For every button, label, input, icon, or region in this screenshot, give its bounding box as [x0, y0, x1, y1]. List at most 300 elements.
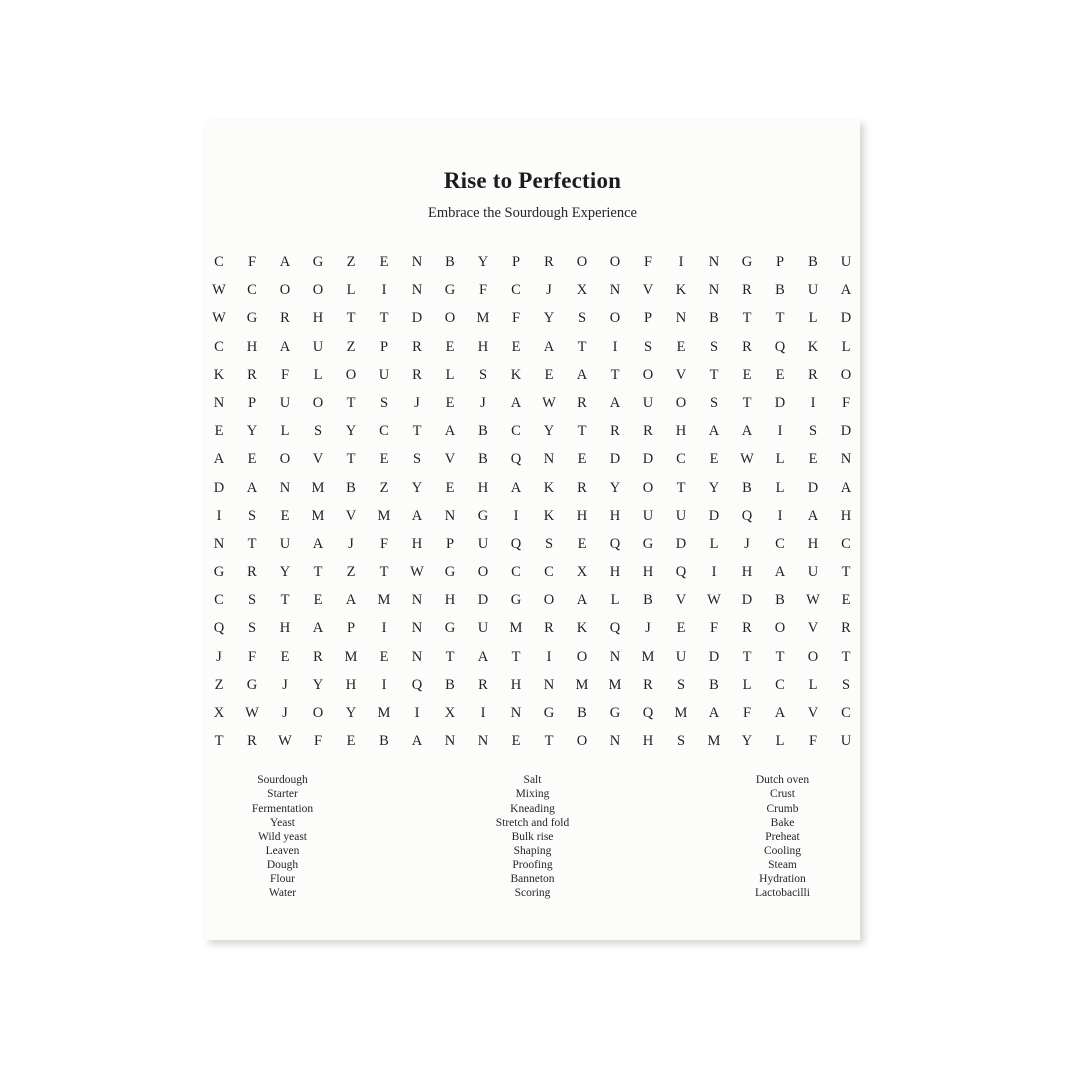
grid-letter[interactable]: R	[808, 366, 818, 383]
word-list-item[interactable]: Yeast	[269, 816, 296, 829]
grid-letter[interactable]: D	[774, 394, 786, 411]
grid-letter[interactable]: R	[412, 338, 422, 355]
grid-letter[interactable]: Q	[741, 507, 753, 524]
grid-letter[interactable]: R	[544, 620, 554, 637]
grid-letter[interactable]: O	[576, 254, 588, 270]
grid-letter[interactable]: I	[810, 394, 816, 411]
grid-letter[interactable]: J	[546, 282, 552, 299]
grid-letter[interactable]: N	[675, 310, 687, 327]
grid-letter[interactable]: C	[379, 423, 389, 440]
grid-letter[interactable]: F	[808, 733, 818, 750]
grid-letter[interactable]: T	[214, 733, 224, 750]
grid-letter[interactable]: A	[411, 507, 423, 524]
grid-letter[interactable]: G	[609, 705, 621, 721]
grid-letter[interactable]: E	[280, 648, 290, 665]
grid-letter[interactable]: R	[280, 310, 290, 327]
grid-letter[interactable]: W	[278, 733, 292, 750]
word-list-item[interactable]: Hydration	[759, 873, 806, 886]
grid-letter[interactable]: A	[279, 254, 291, 270]
grid-letter[interactable]: M	[707, 733, 721, 750]
grid-letter[interactable]: A	[708, 705, 720, 721]
grid-letter[interactable]: O	[840, 366, 852, 383]
grid-letter[interactable]: X	[576, 564, 588, 581]
grid-letter[interactable]: L	[808, 310, 818, 327]
grid-letter[interactable]: C	[511, 564, 521, 581]
grid-letter[interactable]: V	[345, 507, 357, 524]
grid-letter[interactable]: U	[477, 535, 489, 552]
grid-letter[interactable]: S	[247, 507, 257, 524]
grid-letter[interactable]: Z	[346, 564, 356, 581]
grid-letter[interactable]: D	[213, 479, 225, 496]
grid-letter[interactable]: H	[642, 564, 654, 581]
grid-letter[interactable]: N	[510, 705, 522, 721]
grid-letter[interactable]: A	[444, 423, 456, 440]
grid-letter[interactable]: J	[282, 705, 288, 721]
grid-letter[interactable]: Y	[609, 479, 621, 496]
grid-letter[interactable]: H	[510, 676, 522, 693]
grid-letter[interactable]: R	[742, 338, 752, 355]
grid-letter[interactable]: J	[216, 648, 222, 665]
grid-letter[interactable]: W	[707, 592, 721, 609]
grid-letter[interactable]: T	[247, 535, 257, 552]
grid-letter[interactable]: N	[609, 733, 621, 750]
grid-letter[interactable]: L	[841, 338, 851, 355]
grid-letter[interactable]: E	[313, 592, 323, 609]
grid-letter[interactable]: S	[247, 592, 257, 609]
word-list-item[interactable]: Wild yeast	[257, 830, 308, 843]
grid-letter[interactable]: I	[678, 254, 684, 270]
grid-letter[interactable]: S	[247, 620, 257, 637]
grid-letter[interactable]: B	[346, 479, 356, 496]
grid-letter[interactable]: A	[510, 479, 522, 496]
grid-letter[interactable]: I	[777, 507, 783, 524]
grid-letter[interactable]: N	[411, 254, 423, 270]
grid-letter[interactable]: E	[676, 620, 686, 637]
grid-letter[interactable]: L	[280, 423, 290, 440]
grid-letter[interactable]: N	[411, 282, 423, 299]
grid-letter[interactable]: B	[577, 705, 587, 721]
grid-letter[interactable]: E	[577, 535, 587, 552]
grid-letter[interactable]: U	[477, 620, 489, 637]
grid-letter[interactable]: U	[840, 254, 852, 270]
grid-letter[interactable]: O	[609, 254, 621, 270]
grid-letter[interactable]: P	[445, 535, 455, 552]
grid-letter[interactable]: D	[840, 423, 852, 440]
grid-letter[interactable]: U	[279, 535, 291, 552]
grid-letter[interactable]: M	[509, 620, 523, 637]
grid-letter[interactable]: O	[345, 366, 357, 383]
grid-letter[interactable]: N	[444, 507, 456, 524]
grid-letter[interactable]: N	[543, 451, 555, 468]
grid-letter[interactable]: H	[642, 733, 654, 750]
grid-letter[interactable]: T	[280, 592, 290, 609]
grid-letter[interactable]: A	[840, 282, 852, 299]
word-list-item[interactable]: Bake	[770, 816, 795, 829]
grid-letter[interactable]: Z	[214, 676, 224, 693]
grid-letter[interactable]: Y	[312, 676, 324, 693]
grid-letter[interactable]: M	[311, 479, 325, 496]
grid-letter[interactable]: V	[444, 451, 456, 468]
grid-letter[interactable]: U	[279, 394, 291, 411]
grid-letter[interactable]: S	[676, 676, 686, 693]
word-list-item[interactable]: Salt	[523, 774, 542, 787]
grid-letter[interactable]: A	[576, 366, 588, 383]
grid-letter[interactable]: K	[576, 620, 588, 637]
grid-letter[interactable]: F	[709, 620, 719, 637]
grid-letter[interactable]: E	[346, 733, 356, 750]
grid-letter[interactable]: W	[245, 705, 259, 721]
grid-letter[interactable]: Q	[609, 620, 621, 637]
grid-letter[interactable]: G	[642, 535, 654, 552]
grid-letter[interactable]: T	[775, 310, 785, 327]
grid-letter[interactable]: H	[444, 592, 456, 609]
grid-letter[interactable]: F	[511, 310, 521, 327]
grid-letter[interactable]: T	[709, 366, 719, 383]
grid-letter[interactable]: K	[675, 282, 687, 299]
grid-letter[interactable]: B	[775, 282, 785, 299]
grid-letter[interactable]: M	[641, 648, 655, 665]
grid-letter[interactable]: D	[708, 507, 720, 524]
grid-letter[interactable]: N	[213, 394, 225, 411]
grid-letter[interactable]: L	[808, 676, 818, 693]
grid-letter[interactable]: M	[575, 676, 589, 693]
grid-letter[interactable]: B	[643, 592, 653, 609]
grid-letter[interactable]: N	[708, 282, 720, 299]
grid-letter[interactable]: U	[807, 282, 819, 299]
grid-letter[interactable]: E	[214, 423, 224, 440]
grid-letter[interactable]: L	[709, 535, 719, 552]
grid-letter[interactable]: X	[576, 282, 588, 299]
grid-letter[interactable]: T	[742, 394, 752, 411]
grid-letter[interactable]: U	[807, 564, 819, 581]
grid-letter[interactable]: K	[510, 366, 522, 383]
word-list-item[interactable]: Sourdough	[257, 774, 308, 787]
word-list-item[interactable]: Dutch oven	[755, 774, 810, 787]
grid-letter[interactable]: A	[246, 479, 258, 496]
grid-letter[interactable]: P	[346, 620, 356, 637]
grid-letter[interactable]: A	[774, 564, 786, 581]
grid-letter[interactable]: Q	[411, 676, 423, 693]
grid-letter[interactable]: P	[775, 254, 785, 270]
grid-letter[interactable]: N	[411, 620, 423, 637]
grid-letter[interactable]: C	[775, 676, 785, 693]
grid-letter[interactable]: B	[478, 423, 488, 440]
grid-letter[interactable]: S	[313, 423, 323, 440]
grid-letter[interactable]: E	[709, 451, 719, 468]
grid-letter[interactable]: A	[279, 338, 291, 355]
grid-letter[interactable]: R	[643, 423, 653, 440]
grid-letter[interactable]: M	[476, 310, 490, 327]
grid-letter[interactable]: Q	[774, 338, 786, 355]
grid-letter[interactable]: E	[379, 451, 389, 468]
grid-letter[interactable]: O	[807, 648, 819, 665]
grid-letter[interactable]: F	[379, 535, 389, 552]
grid-letter[interactable]: P	[247, 394, 257, 411]
grid-letter[interactable]: L	[313, 366, 323, 383]
grid-letter[interactable]: T	[346, 451, 356, 468]
grid-letter[interactable]: V	[312, 451, 324, 468]
grid-letter[interactable]: B	[445, 676, 455, 693]
grid-letter[interactable]: S	[544, 535, 554, 552]
word-list-item[interactable]: Dough	[266, 858, 299, 871]
grid-letter[interactable]: H	[477, 338, 489, 355]
grid-letter[interactable]: A	[708, 423, 720, 440]
grid-letter[interactable]: P	[643, 310, 653, 327]
grid-letter[interactable]: M	[344, 648, 358, 665]
grid-letter[interactable]: E	[379, 648, 389, 665]
grid-letter[interactable]: C	[841, 705, 851, 721]
word-list-item[interactable]: Kneading	[510, 802, 555, 815]
grid-letter[interactable]: E	[775, 366, 785, 383]
grid-letter[interactable]: S	[808, 423, 818, 440]
grid-letter[interactable]: C	[214, 592, 224, 609]
grid-letter[interactable]: C	[247, 282, 257, 299]
word-list-item[interactable]: Crumb	[766, 802, 799, 815]
word-list-item[interactable]: Cooling	[763, 844, 802, 857]
grid-letter[interactable]: A	[807, 507, 819, 524]
grid-letter[interactable]: D	[741, 592, 753, 609]
grid-letter[interactable]: Z	[346, 338, 356, 355]
grid-letter[interactable]: Y	[279, 564, 291, 581]
grid-letter[interactable]: R	[643, 676, 653, 693]
grid-letter[interactable]: C	[214, 338, 224, 355]
grid-letter[interactable]: I	[381, 676, 387, 693]
grid-letter[interactable]: J	[645, 620, 651, 637]
word-list-item[interactable]: Shaping	[513, 844, 552, 857]
grid-letter[interactable]: S	[412, 451, 422, 468]
grid-letter[interactable]: O	[279, 451, 291, 468]
grid-letter[interactable]: R	[577, 479, 587, 496]
grid-letter[interactable]: T	[544, 733, 554, 750]
grid-letter[interactable]: L	[610, 592, 620, 609]
grid-letter[interactable]: O	[642, 479, 654, 496]
grid-letter[interactable]: A	[345, 592, 357, 609]
grid-letter[interactable]: E	[742, 366, 752, 383]
grid-letter[interactable]: R	[247, 733, 257, 750]
grid-letter[interactable]: G	[213, 564, 225, 581]
grid-letter[interactable]: I	[480, 705, 486, 721]
grid-letter[interactable]: D	[675, 535, 687, 552]
grid-letter[interactable]: W	[806, 592, 820, 609]
grid-letter[interactable]: T	[775, 648, 785, 665]
grid-letter[interactable]: E	[280, 507, 290, 524]
grid-letter[interactable]: J	[744, 535, 750, 552]
grid-letter[interactable]: F	[247, 648, 257, 665]
grid-letter[interactable]: C	[511, 423, 521, 440]
grid-letter[interactable]: Q	[510, 535, 522, 552]
grid-letter[interactable]: Q	[510, 451, 522, 468]
grid-letter[interactable]: A	[477, 648, 489, 665]
grid-letter[interactable]: M	[377, 592, 391, 609]
grid-letter[interactable]: B	[445, 254, 455, 270]
word-list-item[interactable]: Lactobacilli	[755, 887, 810, 900]
grid-letter[interactable]: R	[610, 423, 620, 440]
grid-letter[interactable]: U	[642, 507, 654, 524]
grid-letter[interactable]: R	[742, 620, 752, 637]
grid-letter[interactable]: N	[477, 733, 489, 750]
grid-letter[interactable]: R	[478, 676, 488, 693]
grid-letter[interactable]: G	[312, 254, 324, 270]
grid-letter[interactable]: D	[609, 451, 621, 468]
grid-letter[interactable]: G	[444, 282, 456, 299]
grid-letter[interactable]: M	[674, 705, 688, 721]
grid-letter[interactable]: H	[675, 423, 687, 440]
grid-letter[interactable]: Z	[379, 479, 389, 496]
grid-letter[interactable]: K	[213, 366, 225, 383]
grid-letter[interactable]: Z	[346, 254, 356, 270]
grid-letter[interactable]: S	[709, 394, 719, 411]
grid-letter[interactable]: S	[577, 310, 587, 327]
grid-letter[interactable]: U	[312, 338, 324, 355]
grid-letter[interactable]: U	[378, 366, 390, 383]
grid-letter[interactable]: A	[411, 733, 423, 750]
word-list-item[interactable]: Mixing	[515, 788, 550, 801]
grid-letter[interactable]: I	[513, 507, 519, 524]
grid-letter[interactable]: J	[480, 394, 486, 411]
grid-letter[interactable]: B	[742, 479, 752, 496]
grid-letter[interactable]: H	[807, 535, 819, 552]
grid-letter[interactable]: Q	[213, 620, 225, 637]
grid-letter[interactable]: G	[543, 705, 555, 721]
word-list-item[interactable]: Stretch and fold	[495, 816, 570, 829]
grid-letter[interactable]: S	[478, 366, 488, 383]
grid-letter[interactable]: D	[708, 648, 720, 665]
grid-letter[interactable]: A	[312, 620, 324, 637]
grid-letter[interactable]: A	[741, 423, 753, 440]
grid-letter[interactable]: W	[212, 282, 226, 299]
grid-letter[interactable]: F	[742, 705, 752, 721]
grid-letter[interactable]: Y	[345, 423, 357, 440]
grid-letter[interactable]: T	[412, 423, 422, 440]
word-list-item[interactable]: Preheat	[765, 830, 800, 843]
word-list-item[interactable]: Water	[268, 887, 297, 900]
grid-letter[interactable]: D	[840, 310, 852, 327]
grid-letter[interactable]: E	[577, 451, 587, 468]
grid-letter[interactable]: H	[279, 620, 291, 637]
grid-letter[interactable]: Y	[477, 254, 489, 270]
grid-letter[interactable]: H	[477, 479, 489, 496]
grid-letter[interactable]: S	[709, 338, 719, 355]
grid-letter[interactable]: S	[379, 394, 389, 411]
grid-letter[interactable]: F	[643, 254, 653, 270]
grid-letter[interactable]: W	[212, 310, 226, 327]
word-list-item[interactable]: Starter	[267, 788, 298, 801]
grid-letter[interactable]: I	[381, 620, 387, 637]
grid-letter[interactable]: A	[312, 535, 324, 552]
grid-letter[interactable]: O	[576, 733, 588, 750]
grid-letter[interactable]: T	[676, 479, 686, 496]
grid-letter[interactable]: R	[544, 254, 554, 270]
grid-letter[interactable]: W	[740, 451, 754, 468]
grid-letter[interactable]: Y	[543, 423, 555, 440]
grid-letter[interactable]: V	[642, 282, 654, 299]
grid-letter[interactable]: E	[511, 338, 521, 355]
grid-letter[interactable]: S	[841, 676, 851, 693]
grid-letter[interactable]: H	[609, 564, 621, 581]
grid-letter[interactable]: F	[313, 733, 323, 750]
grid-letter[interactable]: N	[213, 535, 225, 552]
grid-letter[interactable]: N	[840, 451, 852, 468]
grid-letter[interactable]: Y	[543, 310, 555, 327]
grid-letter[interactable]: J	[348, 535, 354, 552]
grid-letter[interactable]: G	[444, 620, 456, 637]
grid-letter[interactable]: T	[742, 648, 752, 665]
grid-letter[interactable]: B	[808, 254, 818, 270]
grid-letter[interactable]: G	[246, 310, 258, 327]
grid-letter[interactable]: B	[478, 451, 488, 468]
word-list-item[interactable]: Bulk rise	[511, 830, 554, 843]
grid-letter[interactable]: L	[742, 676, 752, 693]
grid-letter[interactable]: R	[841, 620, 851, 637]
grid-letter[interactable]: D	[411, 310, 423, 327]
grid-letter[interactable]: A	[213, 451, 225, 468]
grid-letter[interactable]: Y	[708, 479, 720, 496]
grid-letter[interactable]: H	[576, 507, 588, 524]
grid-letter[interactable]: M	[377, 705, 391, 721]
grid-letter[interactable]: G	[741, 254, 753, 270]
grid-letter[interactable]: T	[346, 394, 356, 411]
grid-letter[interactable]: H	[741, 564, 753, 581]
grid-letter[interactable]: O	[774, 620, 786, 637]
grid-letter[interactable]: A	[576, 592, 588, 609]
grid-letter[interactable]: R	[412, 366, 422, 383]
grid-letter[interactable]: E	[808, 451, 818, 468]
grid-letter[interactable]: N	[444, 733, 456, 750]
grid-letter[interactable]: A	[609, 394, 621, 411]
grid-letter[interactable]: K	[543, 507, 555, 524]
grid-letter[interactable]: R	[247, 366, 257, 383]
grid-letter[interactable]: G	[246, 676, 258, 693]
grid-letter[interactable]: E	[841, 592, 851, 609]
word-list-item[interactable]: Crust	[770, 788, 795, 801]
word-list-item[interactable]: Banneton	[510, 873, 555, 886]
grid-letter[interactable]: J	[414, 394, 420, 411]
grid-letter[interactable]: Y	[345, 705, 357, 721]
grid-letter[interactable]: D	[642, 451, 654, 468]
grid-letter[interactable]: Q	[642, 705, 654, 721]
grid-letter[interactable]: R	[247, 564, 257, 581]
grid-letter[interactable]: C	[214, 254, 224, 270]
grid-letter[interactable]: U	[642, 394, 654, 411]
grid-letter[interactable]: R	[742, 282, 752, 299]
grid-letter[interactable]: Y	[246, 423, 258, 440]
grid-letter[interactable]: Y	[411, 479, 423, 496]
grid-letter[interactable]: T	[445, 648, 455, 665]
grid-letter[interactable]: O	[543, 592, 555, 609]
grid-letter[interactable]: S	[643, 338, 653, 355]
grid-letter[interactable]: G	[444, 564, 456, 581]
grid-letter[interactable]: T	[379, 564, 389, 581]
word-list-item[interactable]: Proofing	[512, 858, 553, 871]
grid-letter[interactable]: E	[445, 338, 455, 355]
grid-letter[interactable]: O	[675, 394, 687, 411]
grid-letter[interactable]: V	[807, 705, 819, 721]
grid-letter[interactable]: X	[444, 705, 456, 721]
word-list-item[interactable]: Leaven	[265, 844, 300, 857]
grid-letter[interactable]: B	[379, 733, 389, 750]
grid-letter[interactable]: E	[379, 254, 389, 270]
grid-letter[interactable]: O	[642, 366, 654, 383]
grid-letter[interactable]: O	[312, 705, 324, 721]
grid-letter[interactable]: I	[711, 564, 717, 581]
grid-letter[interactable]: O	[279, 282, 291, 299]
grid-letter[interactable]: E	[445, 479, 455, 496]
grid-letter[interactable]: S	[676, 733, 686, 750]
grid-letter[interactable]: O	[312, 282, 324, 299]
grid-letter[interactable]: L	[775, 733, 785, 750]
grid-letter[interactable]: O	[477, 564, 489, 581]
grid-letter[interactable]: C	[544, 564, 554, 581]
